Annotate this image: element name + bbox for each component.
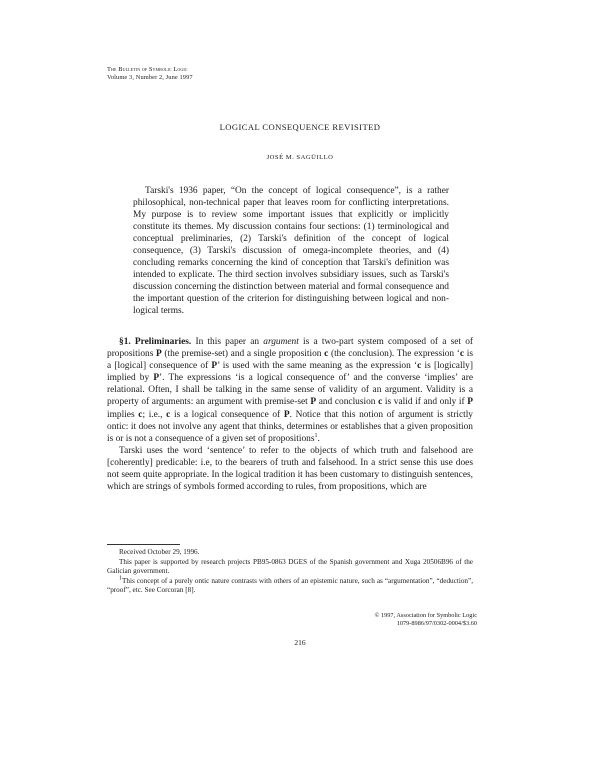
symbol-P: P <box>153 373 160 384</box>
text-run: (the premise-set) and a single proposition <box>161 349 325 360</box>
text-run: is a two-part system composed of a set of propositions <box>107 337 474 360</box>
text-run: is [logically] implied by <box>107 361 473 384</box>
symbol-P: P <box>283 409 290 420</box>
text-run: is valid if and only if <box>382 397 468 408</box>
support-note: This paper is supported by research projects PB95-0863 DGES of the Spanish government and Xuga 20506B96 of the Galician government. <box>107 557 473 575</box>
section-1-paragraph-1 <box>107 336 473 445</box>
text-run: implies <box>107 409 139 420</box>
journal-issue: Volume 3, Number 2, June 1997 <box>107 74 193 81</box>
footnote-1 <box>107 577 473 596</box>
text-run: and conclusion <box>316 397 379 408</box>
text-run: . <box>317 433 320 444</box>
symbol-c: c <box>324 349 329 360</box>
text-run: is a logical consequence of <box>170 409 284 420</box>
text-run: ’. The expressions ‘is a logical consequence of’ and the converse ‘implies’ are relational. Often, I shall be talking in the same sense of validity of an argument. Validity is a property of arguments: an argument with premise-set <box>107 373 473 408</box>
received-note: Received October 29, 1996. <box>119 548 200 556</box>
footnote-1-text: This concept of a purely ontic nature contrasts with others of an epistemic nature, such as “argumentation”, “deduction”, “proof”, etc. See Corcoran [8]. <box>107 576 473 594</box>
text-run: (the conclusion). The expression ‘ <box>328 349 460 360</box>
symbol-P: P <box>211 361 218 372</box>
text-run: ’ is used with the same meaning as the expression ‘ <box>217 361 418 372</box>
abstract <box>133 185 449 317</box>
text-run: ; i.e., <box>142 409 167 420</box>
journal-name: The Bulletin of Symbolic Logic <box>107 66 188 73</box>
symbol-c: c <box>378 397 383 408</box>
symbol-P: P <box>310 397 317 408</box>
article-title: LOGICAL CONSEQUENCE REVISITED <box>219 122 381 132</box>
symbol-c: c <box>166 409 171 420</box>
footnote-1-mark: 1 <box>119 575 122 582</box>
article-author: JOSÉ M. SAGÜILLO <box>266 154 334 161</box>
section-1 <box>107 336 473 493</box>
page-number: 216 <box>294 638 306 647</box>
abstract-text: Tarski's 1936 paper, “On the concept of logical consequence”, is a rather philosophical, non-technical paper that leaves room for conflicting interpretations. My purpose is to review some important issues that explicitly or implicitly constitute its themes. My discussion contains four sections: (1) terminological and conceptual preliminaries, (2) Tarski's definition of the concept of logical consequence, (3) Tarski's discussion of omega-incomplete theories, and (4) concluding remarks concerning the kind of conception that Tarski's definition was intended to explicate. The third section involves subsidiary issues, such as Tarski's discussion concerning the distinction between material and formal consequence and the important question of the criterion for distinguishing between logical and non-logical terms. <box>133 186 449 316</box>
copyright-line-1: © 1997, Association for Symbolic Logic <box>374 612 477 619</box>
text-run: is a [logical] consequence of <box>107 349 473 372</box>
symbol-c: c <box>459 349 465 360</box>
copyright-notice <box>290 612 477 628</box>
term-argument: argument <box>263 337 299 347</box>
footnotes <box>107 548 473 596</box>
symbol-c: c <box>138 409 143 420</box>
symbol-P: P <box>156 349 162 360</box>
footnote-rule <box>107 544 180 545</box>
text-run: In this paper an <box>191 337 264 347</box>
section-heading: §1. Preliminaries. <box>119 337 192 347</box>
symbol-c: c <box>417 361 422 372</box>
journal-header <box>107 66 193 82</box>
copyright-line-2: 1079-8986/97/0302-0004/$3.60 <box>396 620 477 627</box>
footnote-ref-1[interactable]: 1 <box>314 432 318 439</box>
text-run: . Notice that this notion of argument is strictly ontic: it does not involve any agent that thinks, determines or establishes that a given proposition is or is not a consequence of a given set of propositions <box>107 409 473 444</box>
symbol-P: P <box>467 397 474 408</box>
section-1-paragraph-2: Tarski uses the word ‘sentence’ to refer to the objects of which truth and falsehood are [coherently] predicable: i.e, to the bearers of truth and falsehood. In a strict sense this use does not seem quite appropriate. In the logical tradition it has been customary to distinguish sentences, which are strings of symbols formed according to rules, from propositions, which are <box>107 445 473 493</box>
